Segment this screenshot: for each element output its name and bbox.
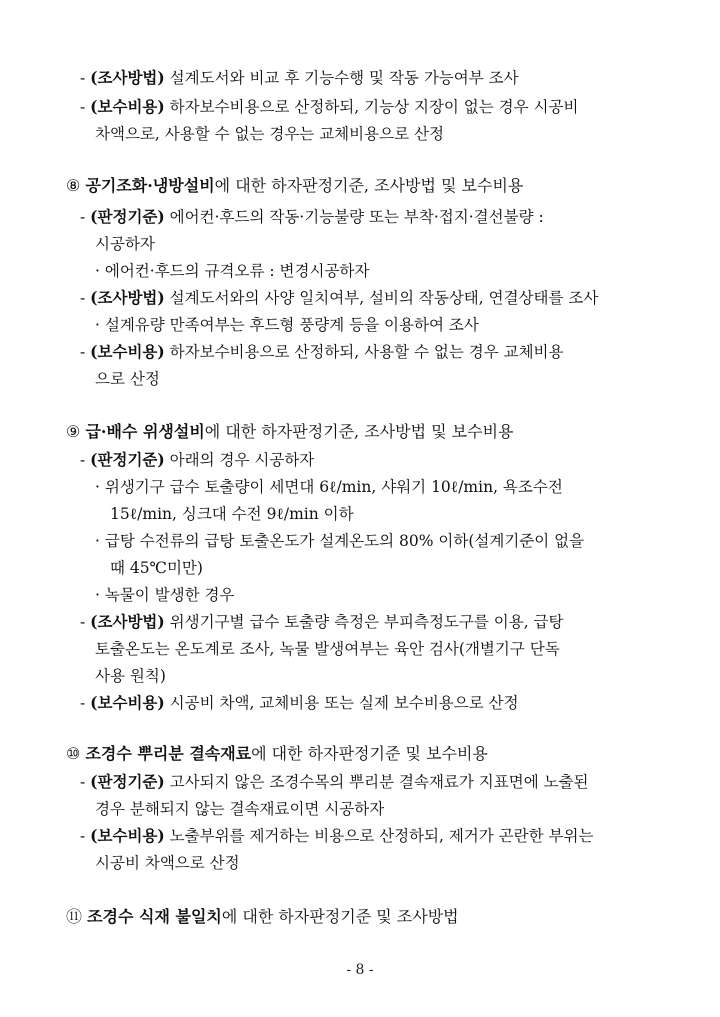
line-7: · 에어컨·후드의 규격오류 : 변경시공하자: [95, 262, 370, 280]
line-22: - (보수비용) 시공비 차액, 교체비용 또는 실제 보수비용으로 산정: [80, 693, 519, 712]
line-13: - (판정기준) 아래의 경우 시공하자: [80, 450, 315, 469]
line-3: 차액으로, 사용할 수 없는 경우는 교체비용으로 산정: [95, 125, 444, 143]
line-25: 경우 분해되지 않는 결속재료이면 시공하자: [95, 800, 385, 818]
line-27: 시공비 차액으로 산정: [95, 854, 240, 872]
line-10: - (보수비용) 하자보수비용으로 산정하되, 사용할 수 없는 경우 교체비용: [80, 342, 564, 361]
line-1: - (조사방법) 설계도서와 비교 후 기능수행 및 작동 가능여부 조사: [80, 68, 519, 87]
line-11: 으로 산정: [95, 370, 160, 388]
section-9-heading: ⑨ 급·배수 위생설비에 대한 하자판정기준, 조사방법 및 보수비용: [66, 422, 514, 441]
line-18: · 녹물이 발생한 경우: [95, 586, 235, 604]
line-19: - (조사방법) 위생기구별 급수 토출량 측정은 부피측정도구를 이용, 급탕: [80, 612, 564, 631]
section-8-heading: ⑧ 공기조화·냉방설비에 대한 하자판정기준, 조사방법 및 보수비용: [66, 176, 524, 195]
page-number: - 8 -: [346, 962, 374, 978]
line-20: 토출온도는 온도계로 조사, 녹물 발생여부는 육안 검사(개별기구 단독: [95, 640, 560, 658]
line-2: - (보수비용) 하자보수비용으로 산정하되, 기능상 지장이 없는 경우 시공비: [80, 97, 579, 116]
line-8: - (조사방법) 설계도서와의 사양 일치여부, 설비의 작동상태, 연결상태를 조사: [80, 288, 599, 307]
section-10-heading: ⑩ 조경수 뿌리분 결속재료에 대한 하자판정기준 및 보수비용: [66, 744, 488, 763]
line-9: · 설계유량 만족여부는 후드형 풍량계 등을 이용하여 조사: [95, 316, 479, 334]
line-5: - (판정기준) 에어컨·후드의 작동·기능불량 또는 부착·접지·결선불량 :: [80, 207, 544, 226]
line-17: 때 45℃미만): [110, 559, 203, 577]
line-14: · 위생기구 급수 토출량이 세면대 6ℓ/min, 샤워기 10ℓ/min, 욕조수전: [95, 478, 563, 496]
line-15: 15ℓ/min, 싱크대 수전 9ℓ/min 이하: [110, 505, 354, 523]
line-16: · 급탕 수전류의 급탕 토출온도가 설계온도의 80% 이하(설계기준이 없을: [95, 532, 585, 550]
line-6: 시공하자: [95, 235, 155, 253]
section-11-heading: ⑪ 조경수 식재 불일치에 대한 하자판정기준 및 조사방법: [66, 907, 459, 926]
line-26: - (보수비용) 노출부위를 제거하는 비용으로 산정하되, 제거가 곤란한 부위는: [80, 826, 594, 845]
line-24: - (판정기준) 고사되지 않은 조경수목의 뿌리분 결속재료가 지표면에 노출된: [80, 772, 589, 791]
line-21: 사용 원칙): [95, 667, 166, 685]
